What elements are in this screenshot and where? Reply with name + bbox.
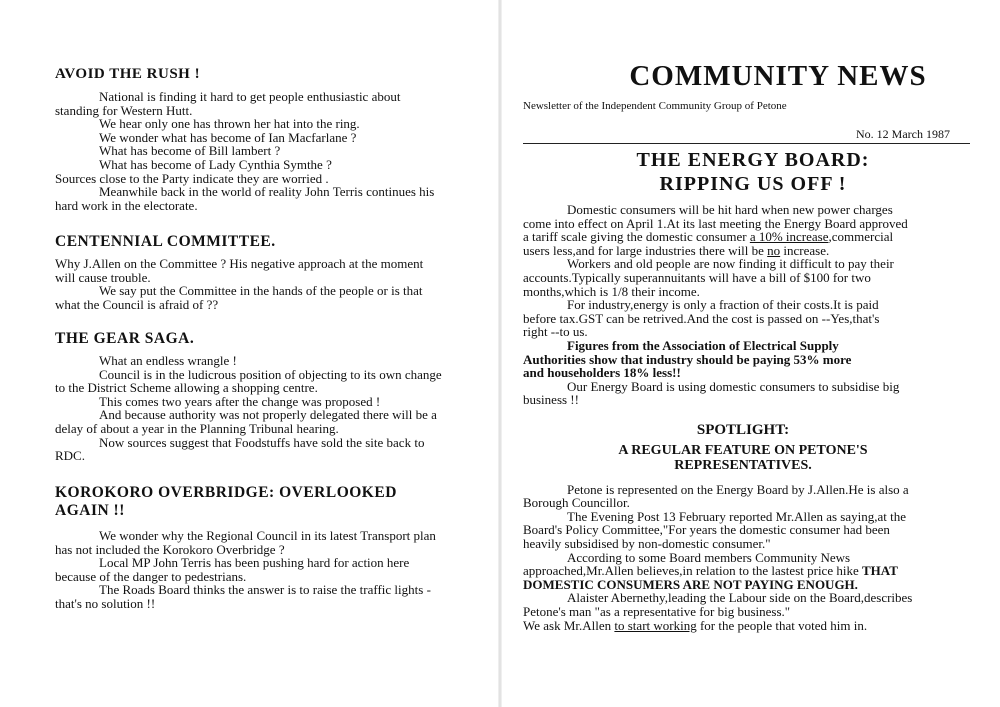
article-line: heavily subsidised by non-domestic consumer." [523,535,771,551]
article-line: We ask Mr.Allen to start working for the people that voted him in. [523,617,868,633]
article-line: We say put the Committee in the hands of the people or is that [99,283,423,299]
article-line: Workers and old people are now finding it difficult to pay their [567,256,894,272]
centennial-committee-article [55,233,475,311]
article-line: because of the danger to pedestrians. [55,568,247,584]
article-line: Why J.Allen on the Committee ? His negative approach at the moment [55,256,424,271]
article-line: Board's Policy Committee,"For years the domestic consumer had been [523,522,890,538]
article-line: Now sources suggest that Foodstuffs have sold the site back to [99,434,425,450]
article-line: For industry,energy is only a fraction of their costs.It is paid [567,297,879,313]
left-page [0,0,497,707]
article-line: to the District Scheme allowing a shopping centre. [55,380,318,396]
article-line: that's no solution !! [55,595,156,611]
article-line: Sources close to the Party indicate they are worried . [55,170,329,186]
lead-headline [563,148,943,196]
spotlight-subheading: REPRESENTATIVES. [674,457,812,473]
article-line: According to some Board members Community News [567,549,851,565]
article-heading: CENTENNIAL COMMITTEE. [55,233,276,250]
newsletter-subtitle: Newsletter of the Independent Community Group of Petone [523,100,787,112]
bold-statement: DOMESTIC CONSUMERS ARE NOT PAYING ENOUGH. [523,576,858,592]
article-line: Council is in the ludicrous position of objecting to its own change [99,366,442,382]
article-line: Petone is represented on the Energy Board by J.Allen.He is also a [567,481,909,497]
underlined-emphasis: to start working [614,617,697,633]
energy-board-article [523,203,963,407]
article-line: Petone's man "as a representative for big business." [523,603,791,619]
spotlight-heading: SPOTLIGHT: [696,422,790,438]
article-line: This comes two years after the change was proposed ! [99,393,381,409]
article-line: hard work in the electorate. [55,197,198,213]
article-heading: THE GEAR SAGA. [55,330,195,347]
article-line: Domestic consumers will be hit hard when new power charges [567,202,893,217]
spotlight-subheading: A REGULAR FEATURE ON PETONE'S [618,442,868,458]
article-line: National is finding it hard to get people enthusiastic about [99,89,401,104]
underlined-emphasis: no [767,242,781,258]
spotlight-article [523,424,963,632]
right-page [503,0,1000,707]
article-line: approached,Mr.Allen believes,in relation to the lastest price hike THAT [523,563,898,579]
article-line: And because authority was not properly delegated there will be a [99,407,437,423]
article-line: What an endless wrangle ! [99,353,237,368]
avoid-the-rush-article [55,66,475,212]
article-line: business !! [523,392,579,408]
article-line: RDC. [55,448,85,464]
article-line: before tax.GST can be retrived.And the cost is passed on --Yes,that's [523,310,880,326]
article-line: standing for Western Hutt. [55,102,193,118]
article-heading-continued: AGAIN !! [55,502,125,519]
article-line: come into effect on April 1.At its last meeting the Energy Board approved [523,215,908,231]
masthead: COMMUNITY NEWS [629,60,927,92]
article-line: We hear only one has thrown her hat into the ring. [99,116,360,132]
article-line: The Evening Post 13 February reported Mr.Allen as saying,at the [567,508,907,524]
article-line: accounts.Typically superannuitants will have a bill of $100 for two [523,269,871,285]
article-line: Local MP John Terris has been pushing hard for action here [99,555,410,571]
korokoro-overbridge-article [55,484,475,611]
article-line: months,which is 1/8 their income. [523,283,700,299]
bold-statement: Figures from the Association of Electrical Supply [567,337,839,353]
article-heading: AVOID THE RUSH ! [55,66,201,82]
issue-number: No. 12 March 1987 [856,127,950,141]
article-line: will cause trouble. [55,269,151,285]
article-line: What has become of Lady Cynthia Symthe ? [99,156,332,172]
article-line: What has become of Bill lambert ? [99,143,281,159]
gear-saga-article [55,330,475,463]
bold-statement: Authorities show that industry should be paying 53% more [523,351,852,367]
bold-statement: and householders 18% less!! [523,365,681,381]
article-line: Our Energy Board is using domestic consumers to subsidise big [567,378,900,394]
article-line: what the Council is afraid of ?? [55,296,219,312]
article-line: has not included the Korokoro Overbridge ? [55,541,285,557]
article-line: a tariff scale giving the domestic consumer a 10% increase,commercial [523,229,894,245]
bold-emphasis: THAT [861,563,898,579]
article-line: We wonder what has become of Ian Macfarlane ? [99,129,357,145]
article-line: Alaister Abernethy,leading the Labour side on the Board,describes [567,590,913,606]
page-fold [498,0,502,707]
article-line: delay of about a year in the Planning Tribunal hearing. [55,420,339,436]
article-line: users less,and for large industries there will be no increase. [523,242,830,258]
article-line: Borough Councillor. [523,495,630,511]
article-line: We wonder why the Regional Council in its latest Transport plan [99,528,436,543]
lead-headline-line-1: THE ENERGY BOARD: [636,149,870,171]
underlined-emphasis: a 10% increase [749,229,829,245]
article-line: The Roads Board thinks the answer is to raise the traffic lights - [99,582,431,598]
header-rule [523,143,970,144]
article-heading: KOROKORO OVERBRIDGE: OVERLOOKED [55,484,397,501]
lead-headline-line-2: RIPPING US OFF ! [659,173,847,195]
article-line: Meanwhile back in the world of reality John Terris continues his [99,184,435,200]
article-line: right --to us. [523,324,588,340]
